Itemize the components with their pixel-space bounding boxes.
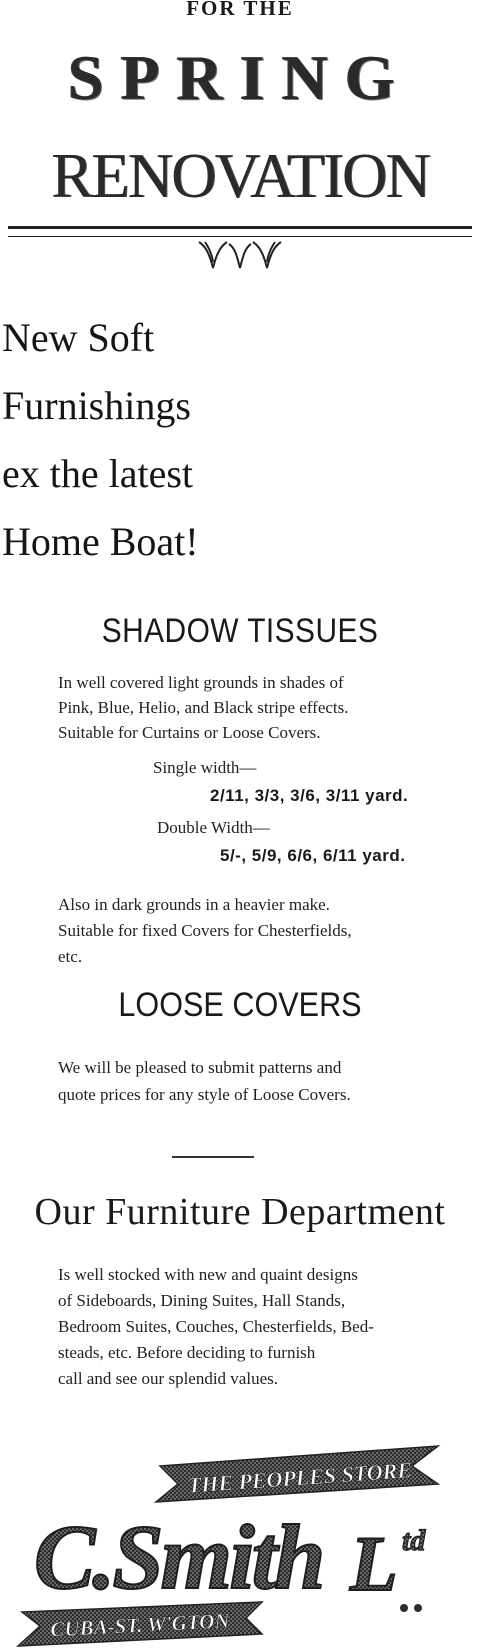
logo-suffix: L	[350, 1520, 398, 1607]
ornament-icon	[195, 238, 285, 272]
header-rule-thin	[8, 236, 472, 237]
section-divider	[172, 1156, 254, 1158]
top-banner-text: THE PEOPLES STORE	[186, 1457, 413, 1498]
loose-covers-line-2: quote prices for any style of Loose Covers.	[58, 1085, 351, 1104]
double-width-label: Double Width—	[157, 818, 270, 837]
header-rule-thick	[8, 226, 472, 229]
shadow-tissues-desc-line-3: Suitable for Curtains or Loose Covers.	[58, 723, 321, 742]
headline-line-4: Home Boat!	[2, 519, 199, 564]
furniture-line-2: of Sideboards, Dining Suites, Hall Stands,	[58, 1291, 346, 1310]
single-width-label: Single width—	[153, 758, 257, 777]
headline-line-1: New Soft	[2, 315, 155, 360]
furniture-line-4: steads, etc. Before deciding to furnish	[58, 1343, 316, 1362]
store-logo-art	[0, 1440, 480, 1649]
furniture-line-5: call and see our splendid values.	[58, 1369, 278, 1388]
headline-line-3: ex the latest	[2, 451, 194, 496]
furniture-title: Our Furniture Department	[34, 1191, 446, 1233]
shadow-tissues-desc-line-1: In well covered light grounds in shades of	[58, 673, 344, 692]
double-width-prices: 5/-, 5/9, 6/6, 6/11 yard.	[220, 846, 406, 865]
loose-covers-line-1: We will be pleased to submit patterns and	[58, 1058, 342, 1077]
logo-dot-left	[400, 1604, 408, 1612]
headline-line-2: Furnishings	[2, 383, 191, 428]
bottom-banner-text: CUBA-ST. W'GTON	[49, 1608, 231, 1642]
also-line-2: Suitable for fixed Covers for Chesterfields,	[58, 921, 352, 940]
shadow-tissues-title: SHADOW TISSUES	[101, 612, 379, 650]
logo-dot-right	[414, 1604, 422, 1612]
also-line-1: Also in dark grounds in a heavier make.	[58, 895, 330, 914]
shadow-tissues-desc-line-2: Pink, Blue, Helio, and Black stripe effects.	[58, 698, 349, 717]
header-renovation: RENOVATION	[51, 141, 429, 211]
header-spring: SPRING	[68, 42, 412, 113]
store-logo	[0, 1440, 480, 1649]
furniture-line-1: Is well stocked with new and quaint designs	[58, 1265, 358, 1284]
logo-name: C.Smith	[34, 1506, 323, 1608]
single-width-prices: 2/11, 3/3, 3/6, 3/11 yard.	[210, 786, 409, 805]
furniture-line-3: Bedroom Suites, Couches, Chesterfields, Bed-	[58, 1317, 374, 1336]
logo-suffix-sup: td	[402, 1524, 426, 1557]
loose-covers-title: LOOSE COVERS	[118, 986, 362, 1024]
header-for-the: FOR THE	[186, 0, 294, 20]
also-line-3: etc.	[58, 947, 83, 966]
